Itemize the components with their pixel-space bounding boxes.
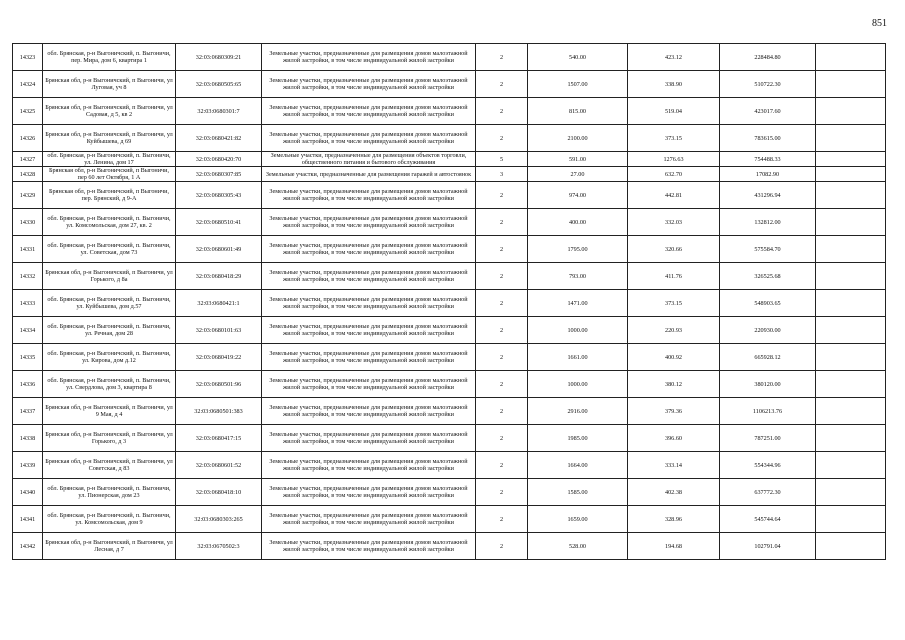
cadastral-number-cell: 32:03:0680601:52: [176, 452, 262, 479]
empty-cell: [816, 344, 886, 371]
specific-value-cell: 442.81: [628, 182, 720, 209]
group-cell: 3: [476, 167, 528, 182]
row-id-cell: 14329: [13, 182, 43, 209]
cadastral-value-cell: 220930.00: [720, 317, 816, 344]
area-cell: 1661.00: [528, 344, 628, 371]
cadastral-number-cell: 32:03:0680309:21: [176, 44, 262, 71]
row-id-cell: 14324: [13, 71, 43, 98]
specific-value-cell: 380.12: [628, 371, 720, 398]
cadastral-number-cell: 32:03:0680505:65: [176, 71, 262, 98]
area-cell: 528.00: [528, 533, 628, 560]
cadastral-number-cell: 32:03:0680307:85: [176, 167, 262, 182]
land-use-cell: Земельные участки, предназначенные для размещения домов малоэтажной жилой застройки, в том числе индивидуальной жилой застройки: [262, 425, 476, 452]
group-cell: 2: [476, 506, 528, 533]
table-row: [13, 125, 886, 152]
specific-value-cell: 632.70: [628, 167, 720, 182]
land-use-cell: Земельные участки, предназначенные для размещения домов малоэтажной жилой застройки, в том числе индивидуальной жилой застройки: [262, 98, 476, 125]
empty-cell: [816, 152, 886, 167]
cadastral-number-cell: 32:03:0680420:70: [176, 152, 262, 167]
empty-cell: [816, 371, 886, 398]
table-row: [13, 71, 886, 98]
address-cell: обл. Брянская, р-н Выгоничский, п. Выгоничи, ул. Кирова, дом д.12: [43, 344, 176, 371]
group-cell: 2: [476, 263, 528, 290]
land-use-cell: Земельные участки, предназначенные для размещения домов малоэтажной жилой застройки, в том числе индивидуальной жилой застройки: [262, 398, 476, 425]
empty-cell: [816, 479, 886, 506]
empty-cell: [816, 44, 886, 71]
cadastral-number-cell: 32:03:0680421:82: [176, 125, 262, 152]
cadastral-number-cell: 32:03:0680417:15: [176, 425, 262, 452]
row-id-cell: 14340: [13, 479, 43, 506]
cadastral-number-cell: 32:03:0680510:41: [176, 209, 262, 236]
table-row: [13, 371, 886, 398]
empty-cell: [816, 425, 886, 452]
address-cell: Брянская обл, р-н Выгоничский, п Выгоничи, пер. Брянский, д 9-А: [43, 182, 176, 209]
empty-cell: [816, 506, 886, 533]
row-id-cell: 14323: [13, 44, 43, 71]
row-id-cell: 14325: [13, 98, 43, 125]
group-cell: 2: [476, 71, 528, 98]
cadastral-value-cell: 754488.33: [720, 152, 816, 167]
table-row: [13, 152, 886, 167]
empty-cell: [816, 317, 886, 344]
row-id-cell: 14336: [13, 371, 43, 398]
area-cell: 1664.00: [528, 452, 628, 479]
specific-value-cell: 332.03: [628, 209, 720, 236]
empty-cell: [816, 98, 886, 125]
empty-cell: [816, 452, 886, 479]
specific-value-cell: 1276.63: [628, 152, 720, 167]
cadastral-value-cell: 787251.00: [720, 425, 816, 452]
area-cell: 400.00: [528, 209, 628, 236]
page-number: 851: [872, 18, 887, 29]
area-cell: 974.00: [528, 182, 628, 209]
land-use-cell: Земельные участки, предназначенные для размещения гаражей и автостоянок: [262, 167, 476, 182]
specific-value-cell: 373.15: [628, 290, 720, 317]
table-body: [13, 44, 886, 560]
address-cell: Брянская обл, р-н Выгоничский, п Выгоничи, ул Горького, д 3: [43, 425, 176, 452]
empty-cell: [816, 182, 886, 209]
group-cell: 2: [476, 209, 528, 236]
area-cell: 591.00: [528, 152, 628, 167]
cadastral-value-cell: 665928.12: [720, 344, 816, 371]
cadastral-value-cell: 548903.65: [720, 290, 816, 317]
cadastral-number-cell: 32:03:0680418:29: [176, 263, 262, 290]
address-cell: Брянская обл, р-н Выгоничский, п Выгоничи, ул Советская, д 83: [43, 452, 176, 479]
table-row: [13, 236, 886, 263]
table-row: [13, 290, 886, 317]
empty-cell: [816, 236, 886, 263]
address-cell: обл. Брянская, р-н Выгоничский, п. Выгоничи, ул. Ленина, дом 17: [43, 152, 176, 167]
land-use-cell: Земельные участки, предназначенные для размещения домов малоэтажной жилой застройки, в том числе индивидуальной жилой застройки: [262, 44, 476, 71]
cadastral-number-cell: 32:03:0680421:1: [176, 290, 262, 317]
row-id-cell: 14332: [13, 263, 43, 290]
group-cell: 2: [476, 125, 528, 152]
area-cell: 1659.00: [528, 506, 628, 533]
row-id-cell: 14335: [13, 344, 43, 371]
land-use-cell: Земельные участки, предназначенные для размещения домов малоэтажной жилой застройки, в том числе индивидуальной жилой застройки: [262, 344, 476, 371]
area-cell: 540.00: [528, 44, 628, 71]
row-id-cell: 14339: [13, 452, 43, 479]
empty-cell: [816, 398, 886, 425]
table-row: [13, 182, 886, 209]
cadastral-number-cell: 32:03:0680501:96: [176, 371, 262, 398]
table-row: [13, 263, 886, 290]
address-cell: Брянская обл, р-н Выгоничский, п Выгоничи, ул Куйбышева, д 69: [43, 125, 176, 152]
cadastral-value-cell: 637772.30: [720, 479, 816, 506]
land-use-cell: Земельные участки, предназначенные для размещения домов малоэтажной жилой застройки, в том числе индивидуальной жилой застройки: [262, 182, 476, 209]
table-row: [13, 479, 886, 506]
cadastral-value-cell: 575584.70: [720, 236, 816, 263]
row-id-cell: 14326: [13, 125, 43, 152]
area-cell: 1000.00: [528, 371, 628, 398]
group-cell: 2: [476, 425, 528, 452]
empty-cell: [816, 263, 886, 290]
area-cell: 1985.00: [528, 425, 628, 452]
cadastral-number-cell: 32:03:0680305:43: [176, 182, 262, 209]
table-row: [13, 533, 886, 560]
specific-value-cell: 400.92: [628, 344, 720, 371]
table-row: [13, 317, 886, 344]
table-row: [13, 98, 886, 125]
cadastral-value-cell: 545744.64: [720, 506, 816, 533]
cadastral-number-cell: 32:03:0680101:63: [176, 317, 262, 344]
cadastral-number-cell: 32:03:0680301:7: [176, 98, 262, 125]
row-id-cell: 14341: [13, 506, 43, 533]
land-use-cell: Земельные участки, предназначенные для размещения домов малоэтажной жилой застройки, в том числе индивидуальной жилой застройки: [262, 71, 476, 98]
specific-value-cell: 423.12: [628, 44, 720, 71]
cadastral-number-cell: 32:03:0680303:265: [176, 506, 262, 533]
group-cell: 2: [476, 533, 528, 560]
cadastral-value-cell: 554344.96: [720, 452, 816, 479]
address-cell: обл. Брянская, р-н Выгоничский, п. Выгоничи, ул. Куйбышева, дом д.57: [43, 290, 176, 317]
cadastral-value-cell: 228484.80: [720, 44, 816, 71]
group-cell: 2: [476, 98, 528, 125]
land-use-cell: Земельные участки, предназначенные для размещения домов малоэтажной жилой застройки, в том числе индивидуальной жилой застройки: [262, 452, 476, 479]
group-cell: 2: [476, 290, 528, 317]
empty-cell: [816, 290, 886, 317]
cadastral-number-cell: 32:03:0670502:3: [176, 533, 262, 560]
table-row: [13, 398, 886, 425]
land-use-cell: Земельные участки, предназначенные для размещения домов малоэтажной жилой застройки, в том числе индивидуальной жилой застройки: [262, 263, 476, 290]
specific-value-cell: 519.04: [628, 98, 720, 125]
row-id-cell: 14333: [13, 290, 43, 317]
group-cell: 5: [476, 152, 528, 167]
area-cell: 27.00: [528, 167, 628, 182]
empty-cell: [816, 209, 886, 236]
cadastral-value-cell: 783615.00: [720, 125, 816, 152]
row-id-cell: 14331: [13, 236, 43, 263]
row-id-cell: 14342: [13, 533, 43, 560]
specific-value-cell: 402.38: [628, 479, 720, 506]
address-cell: обл. Брянская, р-н Выгоничский, п. Выгоничи, ул. Пионерская, дом 23: [43, 479, 176, 506]
cadastral-value-cell: 102791.04: [720, 533, 816, 560]
empty-cell: [816, 533, 886, 560]
land-use-cell: Земельные участки, предназначенные для размещения домов малоэтажной жилой застройки, в том числе индивидуальной жилой застройки: [262, 317, 476, 344]
land-use-cell: Земельные участки, предназначенные для размещения домов малоэтажной жилой застройки, в том числе индивидуальной жилой застройки: [262, 125, 476, 152]
row-id-cell: 14327: [13, 152, 43, 167]
specific-value-cell: 373.15: [628, 125, 720, 152]
specific-value-cell: 333.14: [628, 452, 720, 479]
land-use-cell: Земельные участки, предназначенные для размещения объектов торговли, общественного питания и бытового обслуживания: [262, 152, 476, 167]
area-cell: 2916.00: [528, 398, 628, 425]
specific-value-cell: 328.96: [628, 506, 720, 533]
specific-value-cell: 338.90: [628, 71, 720, 98]
cadastral-number-cell: 32:03:0680418:10: [176, 479, 262, 506]
row-id-cell: 14338: [13, 425, 43, 452]
land-use-cell: Земельные участки, предназначенные для размещения домов малоэтажной жилой застройки, в том числе индивидуальной жилой застройки: [262, 236, 476, 263]
group-cell: 2: [476, 236, 528, 263]
address-cell: Брянская обл, р-н Выгоничский, п Выгоничи, ул Садовая, д 5, кв 2: [43, 98, 176, 125]
specific-value-cell: 194.68: [628, 533, 720, 560]
address-cell: Брянская обл, р-н Выгоничский, п Выгоничи, ул 9 Мая, д 4: [43, 398, 176, 425]
address-cell: обл. Брянская, р-н Выгоничский, п. Выгоничи, ул. Комсомольская, дом 27, кв. 2: [43, 209, 176, 236]
address-cell: обл. Брянская, р-н Выгоничский, п. Выгоничи, пер. Мира, дом 6, квартира 1: [43, 44, 176, 71]
address-cell: обл. Брянская, р-н Выгоничский, п. Выгоничи, ул. Комсомольская, дом 9: [43, 506, 176, 533]
group-cell: 2: [476, 344, 528, 371]
address-cell: обл. Брянская, р-н Выгоничский, п. Выгоничи, ул. Свердлова, дом 3, квартира 8: [43, 371, 176, 398]
cadastral-number-cell: 32:03:0680501:383: [176, 398, 262, 425]
cadastral-value-cell: 326525.68: [720, 263, 816, 290]
empty-cell: [816, 167, 886, 182]
table-row: [13, 344, 886, 371]
cadastral-value-cell: 132812.00: [720, 209, 816, 236]
area-cell: 1471.00: [528, 290, 628, 317]
row-id-cell: 14334: [13, 317, 43, 344]
group-cell: 2: [476, 182, 528, 209]
land-use-cell: Земельные участки, предназначенные для размещения домов малоэтажной жилой застройки, в том числе индивидуальной жилой застройки: [262, 533, 476, 560]
area-cell: 2100.00: [528, 125, 628, 152]
table-row: [13, 425, 886, 452]
address-cell: Брянская обл, р-н Выгоничский, п Выгоничи, пер 60 лет Октября, 1 А: [43, 167, 176, 182]
row-id-cell: 14330: [13, 209, 43, 236]
land-use-cell: Земельные участки, предназначенные для размещения домов малоэтажной жилой застройки, в том числе индивидуальной жилой застройки: [262, 290, 476, 317]
address-cell: обл. Брянская, р-н Выгоничский, п. Выгоничи, ул. Советская, дом 73: [43, 236, 176, 263]
specific-value-cell: 396.60: [628, 425, 720, 452]
area-cell: 1585.00: [528, 479, 628, 506]
cadastral-value-cell: 17082.90: [720, 167, 816, 182]
area-cell: 1507.00: [528, 71, 628, 98]
group-cell: 2: [476, 479, 528, 506]
cadastral-value-cell: 510722.30: [720, 71, 816, 98]
cadastral-value-cell: 423017.60: [720, 98, 816, 125]
cadastral-value-table: [12, 43, 886, 560]
cadastral-value-cell: 431296.94: [720, 182, 816, 209]
cadastral-value-cell: 380120.00: [720, 371, 816, 398]
land-use-cell: Земельные участки, предназначенные для размещения домов малоэтажной жилой застройки, в том числе индивидуальной жилой застройки: [262, 371, 476, 398]
area-cell: 1795.00: [528, 236, 628, 263]
group-cell: 2: [476, 398, 528, 425]
cadastral-value-cell: 1106213.76: [720, 398, 816, 425]
row-id-cell: 14328: [13, 167, 43, 182]
cadastral-number-cell: 32:03:0680419:22: [176, 344, 262, 371]
area-cell: 793.00: [528, 263, 628, 290]
row-id-cell: 14337: [13, 398, 43, 425]
land-use-cell: Земельные участки, предназначенные для размещения домов малоэтажной жилой застройки, в том числе индивидуальной жилой застройки: [262, 479, 476, 506]
group-cell: 2: [476, 371, 528, 398]
area-cell: 815.00: [528, 98, 628, 125]
group-cell: 2: [476, 317, 528, 344]
cadastral-number-cell: 32:03:0680601:49: [176, 236, 262, 263]
empty-cell: [816, 125, 886, 152]
table-row: [13, 167, 886, 182]
specific-value-cell: 379.36: [628, 398, 720, 425]
area-cell: 1000.00: [528, 317, 628, 344]
table-row: [13, 452, 886, 479]
address-cell: обл. Брянская, р-н Выгоничский, п. Выгоничи, ул. Речная, дом 28: [43, 317, 176, 344]
specific-value-cell: 320.66: [628, 236, 720, 263]
land-use-cell: Земельные участки, предназначенные для размещения домов малоэтажной жилой застройки, в том числе индивидуальной жилой застройки: [262, 506, 476, 533]
table-row: [13, 44, 886, 71]
table-row: [13, 209, 886, 236]
address-cell: Брянская обл, р-н Выгоничский, п Выгоничи, ул Горького, д 8а: [43, 263, 176, 290]
group-cell: 2: [476, 44, 528, 71]
specific-value-cell: 220.93: [628, 317, 720, 344]
specific-value-cell: 411.76: [628, 263, 720, 290]
empty-cell: [816, 71, 886, 98]
table-row: [13, 506, 886, 533]
land-use-cell: Земельные участки, предназначенные для размещения домов малоэтажной жилой застройки, в том числе индивидуальной жилой застройки: [262, 209, 476, 236]
group-cell: 2: [476, 452, 528, 479]
address-cell: Брянская обл, р-н Выгоничский, п Выгоничи, ул Лесная, д 7: [43, 533, 176, 560]
address-cell: Брянская обл, р-н Выгоничский, п Выгоничи, ул Луговая, уч 8: [43, 71, 176, 98]
